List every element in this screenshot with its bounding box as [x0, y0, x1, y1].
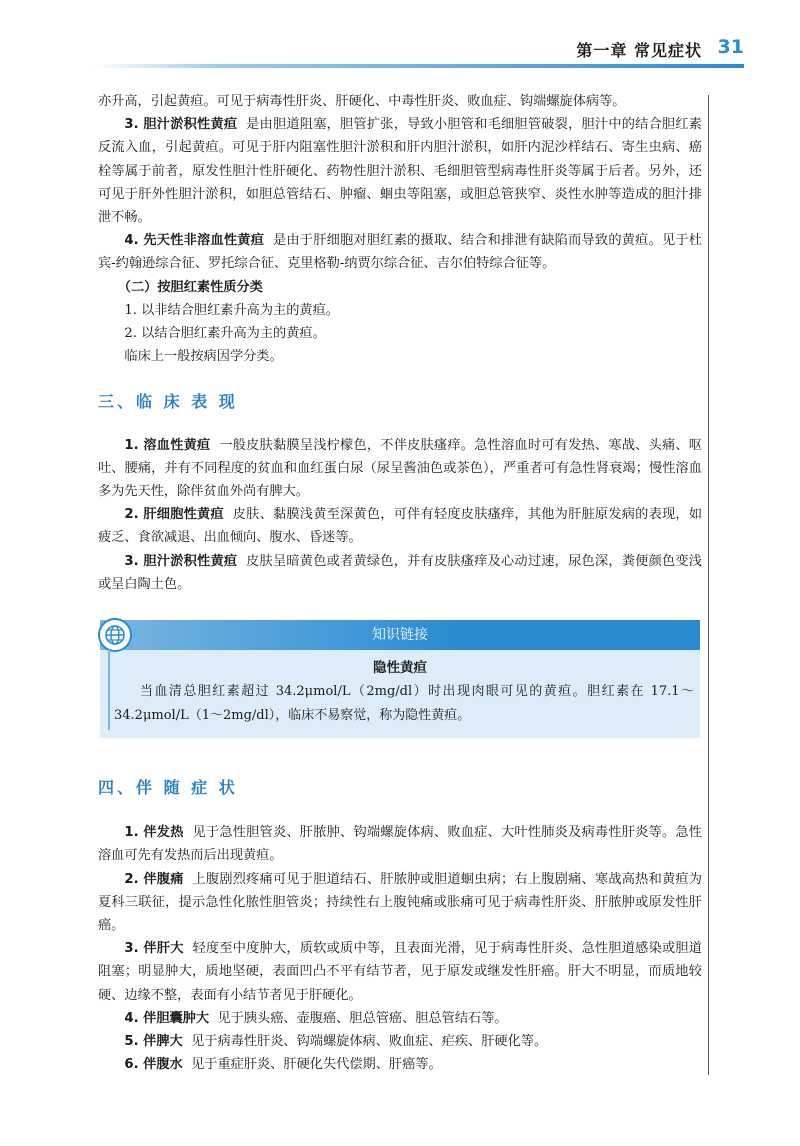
page-number: 31: [717, 36, 744, 58]
list-item: [98, 1007, 702, 1030]
section-title-accompanying: 四、伴 随 症 状: [98, 778, 238, 797]
paragraph-cholestatic: [98, 550, 702, 596]
paragraph-text: 皮肤、黏膜浅黄至深黄色，可伴有轻度皮肤瘙痒，其他为肝脏原发病的表现，如疲乏、食欲减退、出血倾向、腹水、昏迷等。: [98, 507, 703, 546]
paragraph-label: 3. 胆汁淤积性黄疸: [124, 553, 238, 569]
list-item: [98, 1030, 702, 1053]
list-item: [98, 821, 702, 867]
list-item: [98, 868, 702, 938]
paragraph-label: 4. 先天性非溶血性黄疸: [124, 233, 265, 249]
page-header: [92, 30, 744, 70]
margin-line: [708, 95, 709, 1075]
paragraph-text: 是由于肝细胞对胆红素的摄取、结合和排泄有缺陷而导致的黄疸。见于杜宾-约翰逊综合征、罗托综合征、克里格勒-纳贾尔综合征、吉尔伯特综合征等。: [98, 233, 702, 272]
paragraph-congenital-jaundice: [98, 229, 702, 275]
knowledge-text: 当血清总胆红素超过 34.2μmol/L（2mg/dl）时出现肉眼可见的黄疸。胆红素在 17.1～34.2μmol/L（1～2mg/dl），临床不易察觉，称为隐性黄疸。: [114, 684, 694, 723]
subsection-heading: （二）按胆红素性质分类: [117, 279, 263, 295]
header-rule: [92, 64, 744, 68]
chapter-title: 第一章 常见症状: [576, 41, 702, 60]
item-text: 见于病毒性肝炎、钩端螺旋体病、败血症、疟疾、肝硬化等。: [191, 1034, 548, 1050]
paragraph-text: 一般皮肤黏膜呈浅柠檬色，不伴皮肤瘙痒。急性溶血时可有发热、寒战、头痛、呕吐、腰痛，并有不同程度的贫血和血红蛋白尿（尿呈酱油色或茶色），严重者可有急性肾衰竭；慢性溶血多为先天性，除伴贫血外尚有脾大。: [98, 437, 702, 500]
item-text: 见于重症肝炎、肝硬化失代偿期、肝癌等。: [191, 1057, 442, 1073]
item-text: 轻度至中度肿大，质软或质中等，且表面光滑，见于病毒性肝炎、急性胆道感染或胆道阻塞；明显肿大，质地坚硬，表面凹凸不平有结节者，见于原发或继发性肝癌。肝大不明显，而质地较硬、边缘不整，表面有小结节者见于肝硬化。: [98, 941, 702, 1003]
item-label: 3. 伴肝大: [124, 941, 184, 957]
note-text: 临床上一般按病因学分类。: [124, 349, 283, 365]
section-title-clinical: 三、临 床 表 现: [98, 392, 238, 412]
item-text: 见于急性胆管炎、肝脓肿、钩端螺旋体病、败血症、大叶性肺炎及病毒性肝炎等。急性溶血可先有发热而后出现黄疸。: [98, 825, 702, 864]
main-text-bottom: [98, 776, 702, 1076]
item-label: 6. 伴腹水: [124, 1057, 183, 1073]
paragraph-label: 1. 溶血性黄疸: [124, 437, 211, 453]
knowledge-link-box: [100, 620, 700, 738]
paragraph-label: 3. 胆汁淤积性黄疸: [124, 117, 238, 133]
item-text: 见于胰头癌、壶腹癌、胆总管癌、胆总管结石等。: [217, 1010, 508, 1026]
paragraph-label: 2. 肝细胞性黄疸: [124, 507, 224, 523]
paragraph-cholestatic-jaundice: [98, 113, 702, 229]
list-item: 2. 以结合胆红素升高为主的黄疸。: [124, 326, 326, 342]
paragraph-text: 皮肤呈暗黄色或者黄绿色，并有皮肤瘙痒及心动过速，尿色深，粪便颜色变浅或呈白陶土色。: [98, 553, 702, 592]
knowledge-title: 隐性黄疸: [373, 660, 427, 676]
item-label: 5. 伴脾大: [124, 1034, 183, 1050]
item-label: 1. 伴发热: [124, 825, 184, 841]
list-item: 1. 以非结合胆红素升高为主的黄疸。: [124, 302, 339, 318]
item-label: 4. 伴胆囊肿大: [124, 1010, 210, 1026]
paragraph-hepatocellular: [98, 503, 702, 549]
paragraph-text: 是由胆道阻塞，胆管扩张，导致小胆管和毛细胆管破裂，胆汁中的结合胆红素反流入血，引起黄疸。可见于肝内阻塞性胆汁淤积和肝内胆汁淤积，如肝内泥沙样结石、寄生虫病、癌栓等属于前者，原发性胆汁性肝硬化、药物性胆汁淤积、毛细胆管型病毒性肝炎等属于后者。另外，还可见于肝外性胆汁淤积，如胆总管结石、肿瘤、蛔虫等阻塞，或胆总管狭窄、炎性水肿等造成的胆汁排泄不畅。: [98, 117, 702, 226]
paragraph-continued: 亦升高，引起黄疸。可见于病毒性肝炎、肝硬化、中毒性肝炎、败血症、钩端螺旋体病等。: [98, 94, 626, 109]
item-label: 2. 伴腹痛: [124, 871, 184, 887]
list-item: [98, 937, 702, 1007]
main-text-top: [98, 90, 702, 596]
knowledge-bar-label: 知识链接: [372, 627, 428, 643]
item-text: 上腹剧烈疼痛可见于胆道结石、肝脓肿或胆道蛔虫病；右上腹剧痛、寒战高热和黄疸为夏科三联征，提示急性化脓性胆管炎；持续性右上腹钝痛或胀痛可见于病毒性肝炎、肝脓肿或原发性肝癌。: [98, 871, 702, 934]
list-item: [98, 1053, 702, 1076]
paragraph-hemolytic: [98, 434, 702, 504]
